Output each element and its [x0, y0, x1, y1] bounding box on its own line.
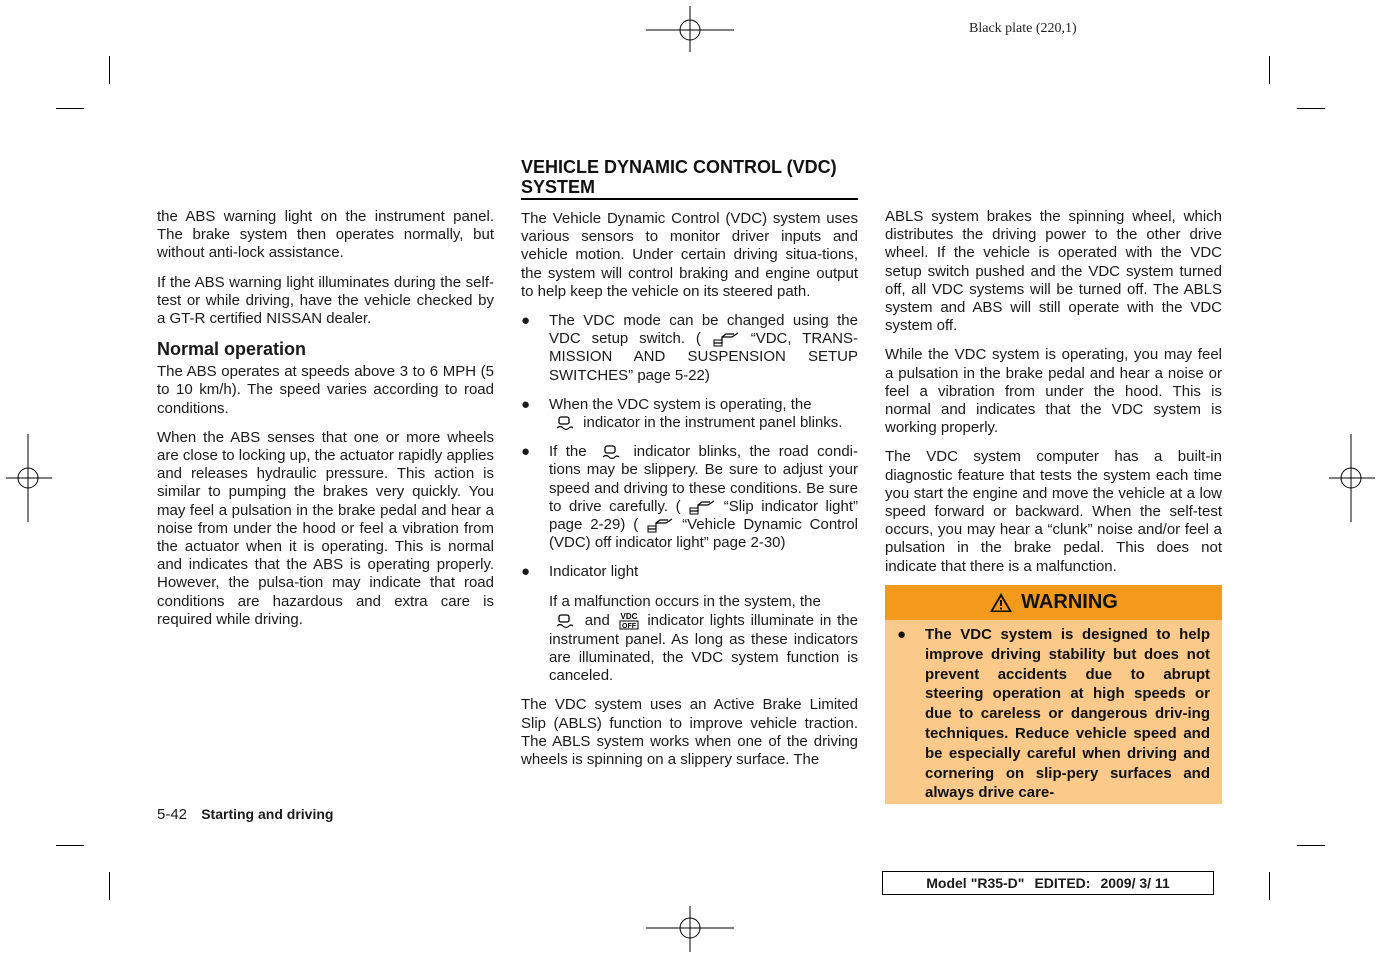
warning-body [885, 620, 1222, 803]
model-info-box [882, 871, 1214, 895]
plate-label: Black plate (220,1) [969, 21, 1077, 36]
section-name: Starting and driving [201, 806, 334, 822]
warning-title: WARNING [1021, 591, 1118, 613]
edited-date: 2009/ 3/ 11 [1100, 875, 1170, 891]
abls-paragraph: The VDC system uses an Active Brake Limited Slip (ABLS) function to improve vehicle traction. The ABLS system works when one of the driving wheels is spinning on a slippery surface. The [521, 696, 858, 769]
left-column [157, 208, 494, 640]
bullet-slip-indicator: ● If the indicator blinks, the road condi-tions may be slippery. Be sure to adjust your speed and driving to these conditions. Be sure to drive carefully. ( “Slip indicator light” page 2-29) ( “Vehicle Dynamic Control (VDC) off indicator light” page 2-30) [521, 443, 859, 552]
bullet-setup-switch: ● The VDC mode can be changed using the VDC setup switch. ( “VDC, TRANS-MISSION AND SUSPENSION SETUP SWITCHES” page 5-22) [521, 312, 859, 384]
slip-indicator-icon [549, 613, 579, 629]
abls-continued-paragraph: ABLS system brakes the spinning wheel, which distributes the driving power to the other drive wheel. If the vehicle is operated with the VDC setup switch pushed and the VDC system turned off, all VDC systems will be turned off. The ABLS system and ABS will still operate with the VDC system off. [885, 208, 1222, 335]
abs-paragraph-4: When the ABS senses that one or more wheels are close to locking up, the actuator rapidly applies and releases hydraulic pressure. This action is similar to pumping the brakes very quickly. You may feel a pulsation in the brake pedal and hear a noise from under the hood or feel a vibration from the actuator when it is operating. This is normal and indicates that the ABS is operating properly. However, the pulsa-tion may indicate that road conditions are hazardous and extra care is required while driving. [157, 428, 494, 628]
bullet-dot: ● [521, 312, 531, 330]
reference-arrow-icon [712, 331, 740, 347]
crosshair-mark-left [4, 432, 54, 524]
bullet-dot: ● [521, 563, 531, 581]
crosshair-mark-right [1327, 432, 1377, 524]
slip-indicator-icon [595, 444, 625, 460]
model-value: "R35-D" [970, 875, 1025, 891]
bullet-indicator-light: ● Indicator light [521, 563, 639, 581]
bullet-dot: ● [521, 395, 531, 413]
indicator-light-detail: If a malfunction occurs in the system, the and VDC OFF indicator lights illuminate in the instrument panel. As long as these indicators are illuminated, the VDC system function is canceled. [549, 592, 858, 685]
crosshair-mark-top [644, 4, 736, 54]
middle-column [521, 210, 858, 780]
bullet-dot: ● [897, 626, 907, 643]
vdc-off-icon [616, 611, 642, 631]
normal-operation-heading: Normal operation [157, 339, 307, 360]
section-title: VEHICLE DYNAMIC CONTROL (VDC) SYSTEM [521, 157, 837, 197]
title-rule [521, 198, 858, 200]
abs-paragraph-3: The ABS operates at speeds above 3 to 6 MPH (5 to 10 km/h). The speed varies according to road conditions. [157, 363, 494, 417]
svg-text:VDC: VDC [620, 611, 638, 621]
page-number: 5-42 [157, 806, 188, 823]
warning-header [885, 585, 1222, 620]
svg-text:OFF: OFF [621, 622, 636, 630]
reference-arrow-icon [646, 517, 674, 533]
warning-box [885, 585, 1222, 804]
bullet-operating: ● When the VDC system is operating, the indicator in the instrument panel blinks. [521, 395, 843, 432]
bullet-dot: ● [521, 443, 531, 461]
crosshair-mark-bottom [644, 904, 736, 954]
reference-arrow-icon [688, 499, 716, 515]
vdc-operating-paragraph: While the VDC system is operating, you may feel a pulsation in the brake pedal and hear a noise or feel a vibration from under the hood. This is normal and indicates that the VDC system is working properly. [885, 346, 1222, 437]
abs-paragraph-2: If the ABS warning light illuminates during the self-test or while driving, have the vehicle checked by a GT-R certified NISSAN dealer. [157, 273, 494, 328]
slip-indicator-icon [549, 415, 579, 431]
self-test-paragraph: The VDC system computer has a built-in diagnostic feature that tests the system each time you start the engine and move the vehicle at a low speed forward or backward. When the self-test occurs, you may hear a “clunk” noise and/or feel a pulsation in the brake pedal. This does not indicate that there is a malfunction. [885, 448, 1222, 575]
right-column [885, 208, 1222, 587]
warning-triangle-icon [989, 592, 1013, 613]
page-footer [157, 806, 333, 823]
warning-text: The VDC system is designed to help improve driving stability but does not prevent accidents due to abrupt steering operation at high speeds or due to careless or dangerous driv-ing techniques. Reduce vehicle speed and be especially careful when driving and cornering on slip-pery surfaces and always drive care- [925, 626, 1210, 802]
vdc-intro-paragraph: The Vehicle Dynamic Control (VDC) system uses various sensors to monitor driver inputs and vehicle motion. Under certain driving situa-tions, the system will control braking and engine output to help keep the vehicle on its steered path. [521, 210, 858, 300]
model-label: Model [926, 875, 967, 891]
abs-paragraph-1: the ABS warning light on the instrument panel. The brake system then operates normally, but without anti-lock assistance. [157, 208, 494, 262]
edited-label: EDITED: [1034, 875, 1091, 891]
